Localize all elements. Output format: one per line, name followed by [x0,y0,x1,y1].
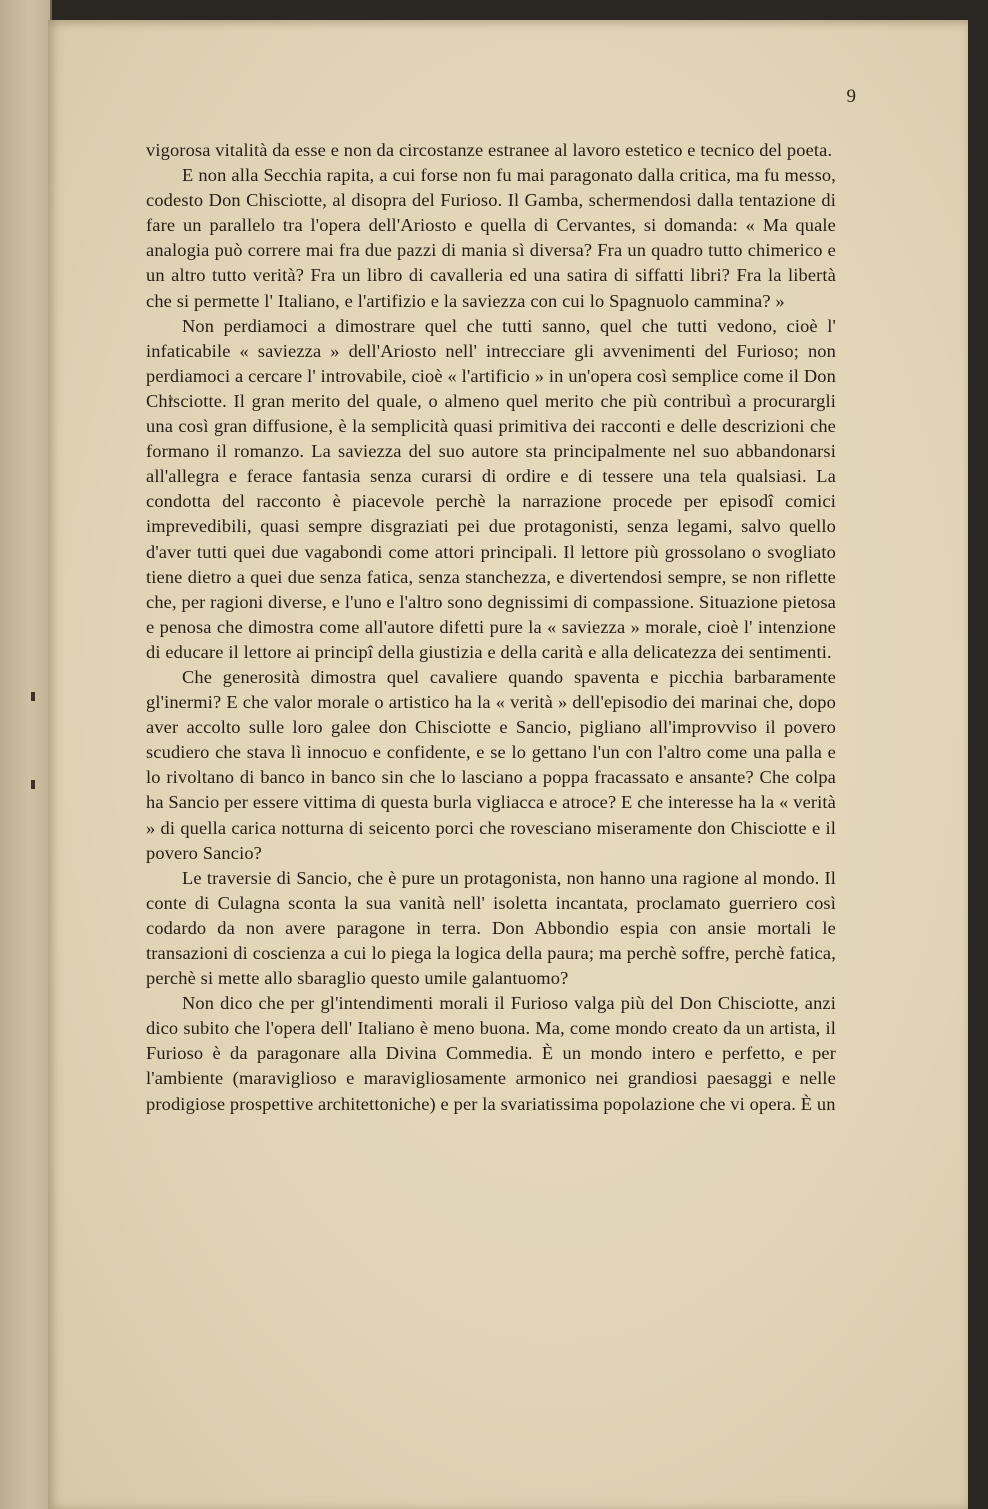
book-page [48,20,968,1509]
paragraph: vigorosa vitalità da esse e non da circostanze estranee al lavoro estetico e tecnico del poeta. [146,140,833,160]
paragraph: Non dico che per gl'intendimenti morali il Furioso valga più del Don Chisciotte, anzi dico subito che l'opera dell' Italiano è meno buona. Ma, come mondo creato da un artista, il Furioso è da paragonare alla Divina Commedia. È un mondo intero e perfetto, e per l'ambiente (maraviglioso e maravigliosamente armonico nei grandiosi paesaggi e nelle prodigiose prospettive architettoniche) e per la svariatissima popolazione che vi opera. È un [146,993,836,1114]
margin-ink-mark [31,692,35,701]
paragraph: E non alla Secchia rapita, a cui forse non fu mai paragonato dalla critica, ma fu messo, codesto Don Chisciotte, al disopra del Furioso. Il Gamba, schermendosi dalla tentazione di fare un parallelo tra l'opera dell'Ariosto e quella di Cervantes, si domanda: « Ma quale analogia può correre mai fra due pazzi di mania sì diversa? Fra un quadro tutto chimerico e un altro tutto verità? Fra un libro di cavalleria ed una satira di siffatti libri? Fra la libertà che si permette l' Italiano, e l'artifizio e la saviezza con cui lo Spagnuolo cammina? » [146,165,836,311]
page-number: 9 [846,86,856,107]
page-body-text [146,138,836,1117]
paragraph: Non perdiamoci a dimostrare quel che tutti sanno, quel che tutti vedono, cioè l' infaticabile « saviezza » dell'Ariosto nell' intrecciare gli avvenimenti del Furioso; non perdiamoci a cercare l' introvabile, cioè « l'artificio » in un'opera così semplice come il Don Chisciotte. Il gran merito del quale, o almeno quel merito che più contribuì a procurargli una così gran diffusione, è la semplicità quasi primitiva dei racconti e delle descrizioni che formano il romanzo. La saviezza del suo autore sta principalmente nel suo abbandonarsi all'allegra e ferace fantasia senza curarsi di ordire e di tessere una tela qualsiasi. La condotta del racconto è piacevole perchè la narrazione procede per episodî comici imprevedibili, quasi sempre disgraziati pei due protagonisti, senza legami, salvo quello d'aver tutti quei due vagabondi come attori principali. Il lettore più grossolano o svogliato tiene dietro a quei due senza fatica, senza stanchezza, e divertendosi sempre, se non riflette che, per ragioni diverse, e l'uno e l'altro sono degnissimi di compassione. Situazione pietosa e penosa che dimostra come all'autore difetti pure la « saviezza » morale, cioè l' intenzione di educare il lettore ai principî della giustizia e della carità e alla delicatezza dei sentimenti. [146,315,836,662]
previous-page-edge [0,0,52,1509]
paragraph: Che generosità dimostra quel cavaliere quando spaventa e picchia barbaramente gl'inermi? E che valor morale o artistico ha la « verità » dell'episodio dei marinai che, dopo aver accolto sulle loro galee don Chisciotte e Sancio, pigliano all'improvviso il povero scudiero che stava lì innocuo e confidente, e se lo gettano l'un con l'altro come una palla e lo rivoltano di banco in banco sin che lo lasciano a poppa fracassato e ansante? Che colpa ha Sancio per essere vittima di questa burla vigliacca e atroce? E che interesse ha la « verità » di quella carica notturna di seicento porci che rovesciano miseramente don Chisciotte e il povero Sancio? [146,666,836,863]
margin-ink-mark [31,780,35,789]
paragraph: Le traversie di Sancio, che è pure un protagonista, non hanno una ragione al mondo. Il conte di Culagna sconta la sua vanità nell' isoletta incantata, proclamato guerriero così codardo da non avere paragone in terra. Don Abbondio espia con ansie mortali le transazioni di coscienza a cui lo piega la logica della paura; ma perchè soffre, perchè fatica, perchè si mette allo sbaraglio questo umile galantuomo? [146,867,836,989]
